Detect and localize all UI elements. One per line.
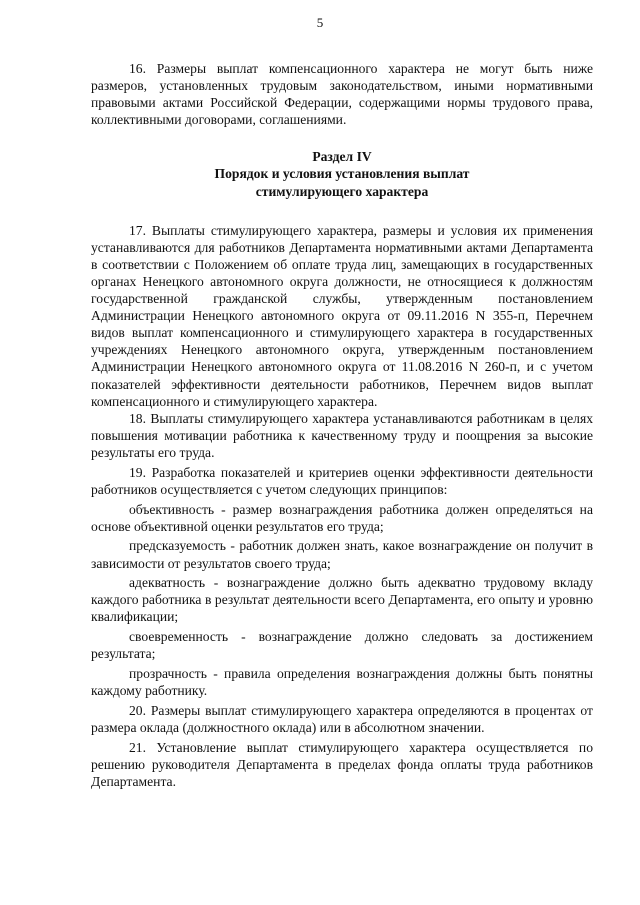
document-body bbox=[91, 60, 593, 790]
paragraph-20: 20. Размеры выплат стимулирующего характера определяются в процентах от размера оклада (должностного оклада) или в абсолютном значении. bbox=[91, 703, 593, 736]
section-heading bbox=[91, 148, 593, 199]
paragraph-17: 17. Выплаты стимулирующего характера, размеры и условия их применения устанавливаются для работников Департамента нормативными актами Департамента в соответствии с Положением об оплате труда лиц, замещающих в государственных органах Ненецкого автономного округа должности, не относящиеся к должностям государственной гражданской службы, утвержденным постановлением Администрации Ненецкого автономного округа от 09.11.2016 N 355-п, Перечнем видов выплат компенсационного и стимулирующего характера в государственных учреждениях Ненецкого автономного округа, утвержденным постановлением Администрации Ненецкого автономного округа от 11.08.2016 N 260-п, и с учетом показателей эффективности деятельности работников, Перечнем видов выплат компенсационного и стимулирующего характера. bbox=[91, 222, 593, 409]
page-number: 5 bbox=[316, 15, 324, 30]
principle-predictability: предсказуемость - работник должен знать, какое вознаграждение он получит в зависимости от результатов своего труда; bbox=[91, 538, 593, 571]
section-title-line-2: стимулирующего характера bbox=[255, 183, 429, 199]
paragraph-21: 21. Установление выплат стимулирующего характера осуществляется по решению руководителя Департамента в пределах фонда оплаты труда работников Департамента. bbox=[91, 739, 593, 790]
paragraph-19: 19. Разработка показателей и критериев оценки эффективности деятельности работников осуществляется с учетом следующих принципов: bbox=[91, 464, 593, 497]
section-number: Раздел IV bbox=[312, 149, 372, 165]
paragraph-16: 16. Размеры выплат компенсационного характера не могут быть ниже размеров, установленных трудовым законодательством, иными нормативными правовыми актами Российской Федерации, содержащими нормы трудового права, коллективными договорами, соглашениями. bbox=[91, 61, 593, 128]
principle-objectivity: объективность - размер вознаграждения работника должен определяться на основе объективной оценки результатов его труда; bbox=[91, 501, 593, 534]
paragraph-18: 18. Выплаты стимулирующего характера устанавливаются работникам в целях повышения мотивации работника к качественному труду и поощрения за высокие результаты его труда. bbox=[91, 410, 593, 460]
principle-transparency: прозрачность - правила определения вознаграждения должны быть понятны каждому работнику. bbox=[91, 666, 593, 699]
principle-adequacy: адекватность - вознаграждение должно быть адекватно трудовому вкладу каждого работника в результат деятельности всего Департамента, его опыту и уровню квалификации; bbox=[91, 575, 593, 625]
section-title-line-1: Порядок и условия установления выплат bbox=[214, 166, 470, 182]
principle-timeliness: своевременность - вознаграждение должно следовать за достижением результата; bbox=[91, 629, 593, 662]
